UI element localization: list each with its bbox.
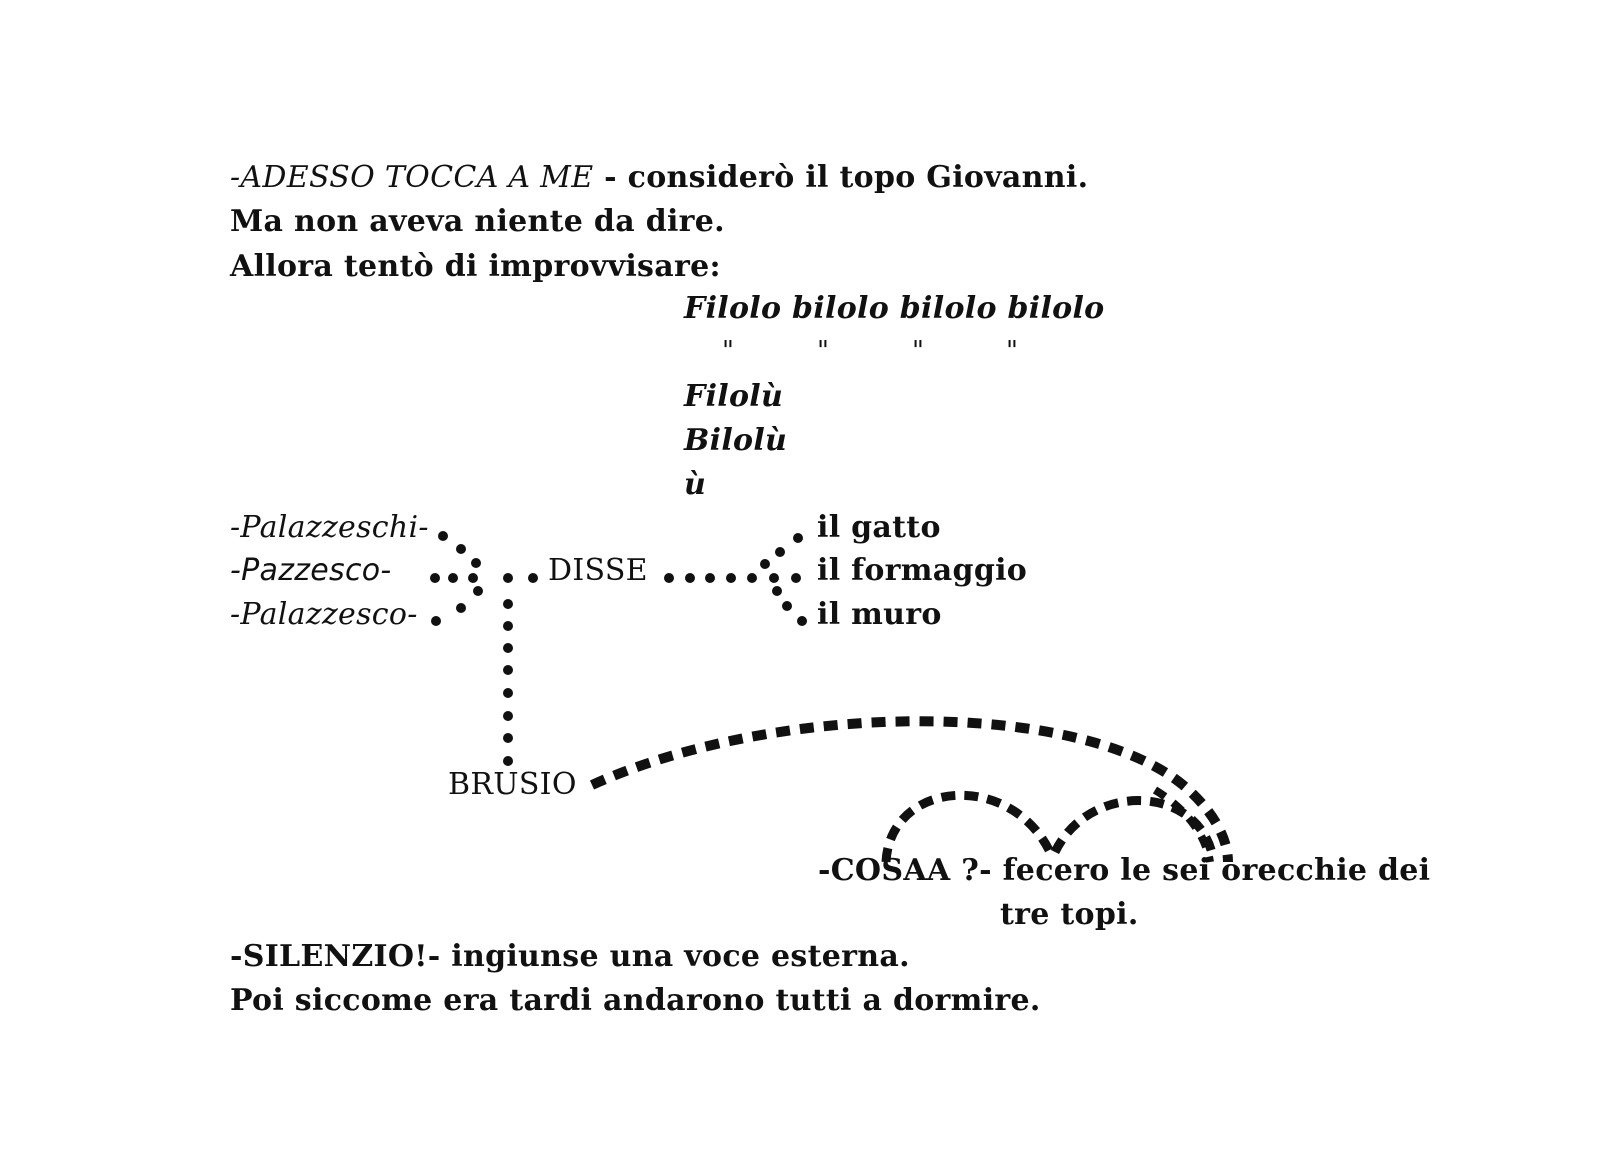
connector-dot	[503, 621, 513, 631]
intro-shout: -ADESSO TOCCA A ME	[230, 160, 594, 195]
ditto-mark: "	[817, 336, 829, 366]
connector-dot	[430, 573, 440, 583]
connector-dot	[503, 573, 513, 583]
poem-line-1: Filolo bilolo bilolo bilolo	[684, 291, 1105, 326]
connector-dot	[664, 573, 674, 583]
connector-dot	[503, 733, 513, 743]
connector-dot	[438, 531, 448, 541]
ear-arc-right	[1055, 801, 1213, 858]
connector-dot	[503, 711, 513, 721]
center-word-disse: DISSE	[548, 553, 648, 588]
cosaa-line-1: -COSAA ?- fecero le sei orecchie dei	[818, 853, 1431, 888]
poem-line-5: ù	[684, 467, 707, 502]
connector-dot	[456, 544, 466, 554]
connector-dot	[705, 573, 715, 583]
connector-dot	[772, 586, 782, 596]
right-word-formaggio: il formaggio	[817, 553, 1028, 588]
connector-dot	[456, 603, 466, 613]
cosaa-line-2: tre topi.	[1000, 897, 1139, 932]
bottom-word-brusio: BRUSIO	[448, 767, 577, 802]
connector-dot	[471, 558, 481, 568]
poem-line-4: Bilolù	[684, 423, 788, 458]
intro-line-3: Allora tentò di improvvisare:	[230, 249, 721, 284]
intro-line-1	[230, 160, 1089, 195]
connector-dot	[726, 573, 736, 583]
intro-line-2: Ma non aveva niente da dire.	[230, 204, 725, 239]
connector-dot	[473, 586, 483, 596]
connector-dot	[503, 756, 513, 766]
connector-dot	[468, 573, 478, 583]
connector-dot	[431, 616, 441, 626]
poem-line-3: Filolù	[684, 379, 784, 414]
connector-dot	[528, 573, 538, 583]
connector-dot	[503, 665, 513, 675]
connector-dot	[503, 643, 513, 653]
connector-dot	[747, 573, 757, 583]
left-word-palazzeschi: -Palazzeschi-	[230, 510, 429, 545]
connector-dot	[793, 533, 803, 543]
left-word-palazzesco: -Palazzesco-	[230, 597, 418, 632]
connector-dot	[769, 573, 779, 583]
ditto-mark: "	[912, 336, 924, 366]
connector-dot	[797, 616, 807, 626]
connector-dot	[448, 573, 458, 583]
connector-dot	[760, 559, 770, 569]
connector-dot	[782, 601, 792, 611]
brusio-arc	[592, 721, 1228, 862]
left-word-pazzesco: -Pazzesco-	[230, 553, 392, 588]
connector-dot	[503, 688, 513, 698]
connector-dot	[685, 573, 695, 583]
intro-narration: - considerò il topo Giovanni.	[593, 160, 1089, 195]
dashed-arcs	[592, 721, 1228, 862]
connector-dot	[503, 599, 513, 609]
right-word-muro: il muro	[817, 597, 942, 632]
right-word-gatto: il gatto	[817, 510, 941, 545]
ending-line-1: -SILENZIO!- ingiunse una voce esterna.	[230, 939, 910, 974]
ditto-mark: "	[1006, 336, 1018, 366]
ending-line-2: Poi siccome era tardi andarono tutti a dormire.	[230, 983, 1041, 1018]
connector-dot	[775, 547, 785, 557]
connector-dot	[791, 573, 801, 583]
ditto-mark: "	[722, 336, 734, 366]
ear-arc-left	[886, 795, 1050, 862]
